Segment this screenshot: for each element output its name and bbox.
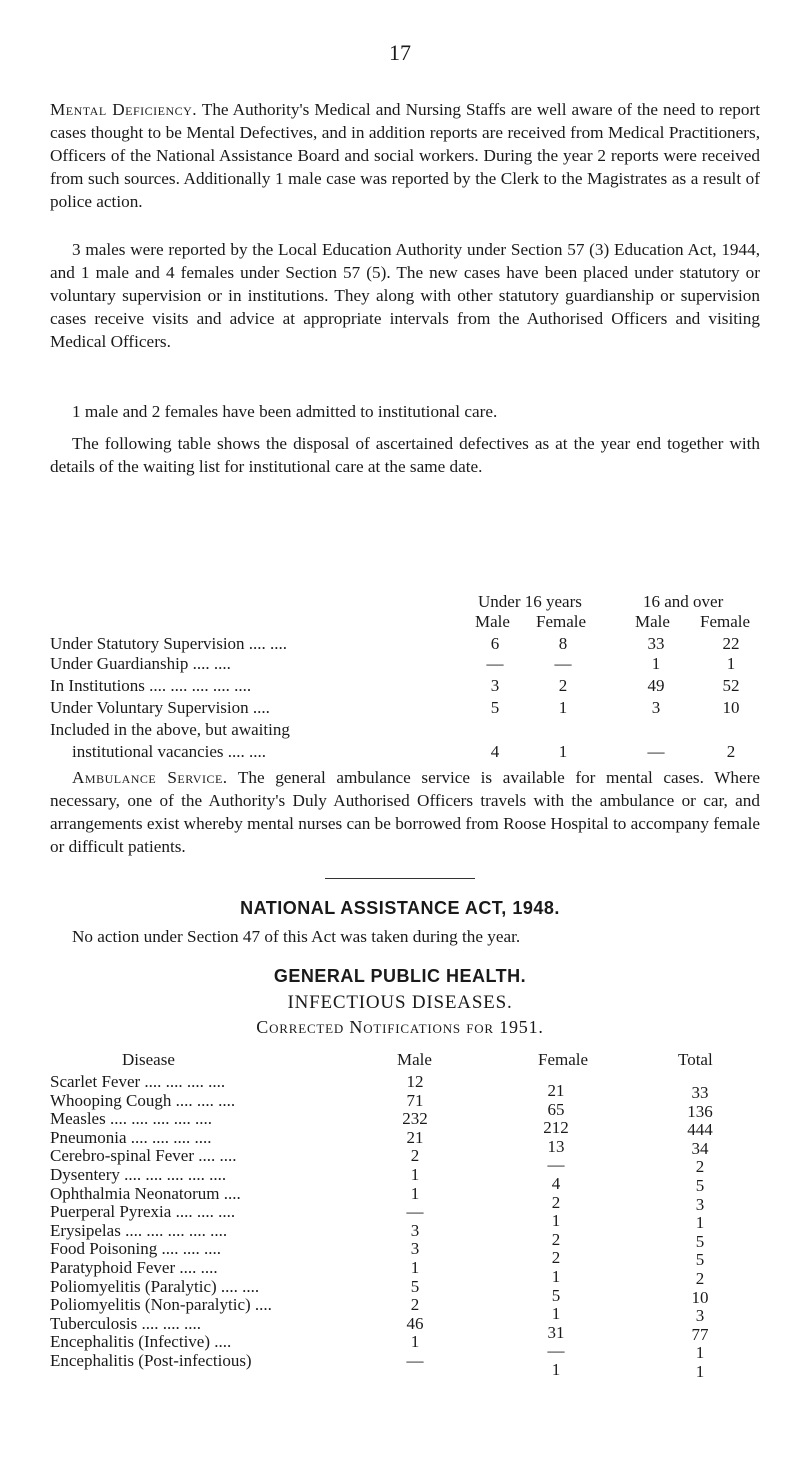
national-assistance-paragraph: No action under Section 47 of this Act was taken during the year. bbox=[72, 927, 521, 946]
male-count: 46 bbox=[406, 1313, 424, 1333]
ambulance-text: The general ambulance service is available for mental cases. Where necessary, one of the Authority's Duly Authorised Officers travels with the ambulance or car, and arrangements exist whereby mental nurses can be borrowed from Roose Hospital to accompany female or difficult patients. bbox=[50, 768, 760, 856]
male-count: — bbox=[406, 1351, 424, 1370]
male-count: 12 bbox=[406, 1072, 424, 1091]
ambulance-heading: Ambulance Service. bbox=[72, 768, 228, 787]
cell: 52 bbox=[722, 676, 740, 695]
disease-name: Ophthalmia Neonatorum .... bbox=[50, 1183, 241, 1203]
male-count: 71 bbox=[406, 1090, 424, 1110]
cell: — bbox=[554, 654, 572, 673]
cell: 33 bbox=[647, 634, 665, 653]
header-total: Total bbox=[678, 1050, 713, 1069]
disease-name: Scarlet Fever .... .... .... .... bbox=[50, 1072, 226, 1091]
disease-name: Cerebro-spinal Fever .... .... bbox=[50, 1146, 237, 1166]
cell: 5 bbox=[490, 698, 500, 717]
general-public-health-heading: GENERAL PUBLIC HEALTH. bbox=[273, 966, 527, 986]
disease-name: Encephalitis (Post-infectious) bbox=[50, 1351, 252, 1370]
female-count: — bbox=[547, 1341, 565, 1361]
disease-name: Pneumonia .... .... .... .... bbox=[50, 1127, 212, 1147]
total-count: 5 bbox=[695, 1176, 705, 1195]
under-16-header: Under 16 years bbox=[478, 592, 582, 611]
infectious-diseases-heading: INFECTIOUS DISEASES. bbox=[287, 992, 513, 1013]
total-count: 10 bbox=[691, 1287, 709, 1307]
section-divider bbox=[325, 878, 475, 879]
female-count: 21 bbox=[547, 1081, 565, 1100]
mental-deficiency-text: The Authority's Medical and Nursing Staffs are well aware of the need to report cases thought to be Mental Defectives, and in addition reports are received from Medical Practitioners, Officers of the National Assistance Board and social workers. During the year 2 reports were received from such sources. Additionally 1 male case was reported by the Clerk to the Magistrates as a result of police action. bbox=[50, 100, 760, 211]
page-number: 17 bbox=[389, 40, 411, 65]
cell: 2 bbox=[726, 742, 736, 761]
male-count: 232 bbox=[402, 1109, 428, 1129]
female-count: 212 bbox=[543, 1118, 569, 1138]
disease-name: Food Poisoning .... .... .... bbox=[50, 1239, 221, 1259]
cell: 1 bbox=[651, 654, 661, 673]
female-count: 1 bbox=[551, 1304, 561, 1324]
total-count: 33 bbox=[691, 1083, 709, 1102]
male-count: 1 bbox=[410, 1258, 420, 1277]
female-count: 13 bbox=[547, 1136, 565, 1156]
cell: 1 bbox=[726, 654, 736, 673]
cell: — bbox=[486, 654, 504, 673]
male-count: 5 bbox=[410, 1276, 420, 1296]
total-count: 5 bbox=[695, 1250, 705, 1270]
female-count: 1 bbox=[551, 1360, 561, 1379]
female-count: 2 bbox=[551, 1248, 561, 1268]
table-row bbox=[50, 634, 770, 656]
header-male-over16: Male bbox=[635, 612, 670, 631]
disease-name: Measles .... .... .... .... .... bbox=[50, 1109, 212, 1129]
disease-name: Whooping Cough .... .... .... bbox=[50, 1090, 236, 1110]
cell: 49 bbox=[647, 676, 665, 695]
admissions-paragraph: 1 male and 2 females have been admitted to institutional care. bbox=[72, 402, 498, 421]
cell: 8 bbox=[558, 634, 568, 653]
corrected-notifications-caption: Corrected Notifications for 1951. bbox=[256, 1017, 544, 1037]
male-count: 2 bbox=[410, 1295, 420, 1315]
cell: 10 bbox=[722, 698, 740, 717]
total-count: 3 bbox=[695, 1194, 705, 1214]
cell: 22 bbox=[722, 634, 740, 653]
table-row bbox=[50, 676, 770, 698]
mental-deficiency-heading: Mental Deficiency. bbox=[50, 100, 198, 119]
disease-name: Paratyphoid Fever .... .... bbox=[50, 1258, 218, 1277]
total-count: 2 bbox=[695, 1269, 705, 1288]
header-male-under16: Male bbox=[475, 612, 510, 631]
total-count: 2 bbox=[695, 1157, 705, 1177]
disease-name: Erysipelas .... .... .... .... .... bbox=[50, 1220, 228, 1240]
row-label: Under Guardianship .... .... bbox=[50, 654, 231, 673]
table-row bbox=[50, 720, 770, 742]
disease-name: Tuberculosis .... .... .... bbox=[50, 1313, 201, 1333]
total-count: 444 bbox=[687, 1120, 713, 1140]
disease-name: Encephalitis (Infective) .... bbox=[50, 1332, 232, 1352]
row-label: Under Statutory Supervision .... .... bbox=[50, 634, 288, 653]
female-count: 2 bbox=[551, 1192, 561, 1212]
total-count: 77 bbox=[691, 1324, 709, 1344]
cell: 4 bbox=[490, 742, 500, 761]
row-label: Included in the above, but awaiting bbox=[50, 720, 290, 739]
cell: 6 bbox=[490, 634, 500, 653]
header-female-over16: Female bbox=[700, 612, 751, 631]
total-count: 3 bbox=[695, 1306, 705, 1326]
ambulance-paragraph bbox=[50, 766, 760, 858]
table-row bbox=[50, 742, 770, 764]
mental-deficiency-paragraph bbox=[50, 98, 760, 213]
female-count: 5 bbox=[551, 1285, 561, 1305]
header-male: Male bbox=[397, 1050, 432, 1069]
cell: — bbox=[647, 742, 665, 761]
cell: 2 bbox=[558, 676, 568, 695]
female-count: 1 bbox=[551, 1267, 561, 1286]
total-count: 5 bbox=[695, 1231, 705, 1251]
table-row bbox=[50, 698, 770, 720]
female-count: 65 bbox=[547, 1099, 565, 1119]
national-assistance-heading: NATIONAL ASSISTANCE ACT, 1948. bbox=[240, 898, 560, 918]
male-count: 2 bbox=[410, 1146, 420, 1166]
row-label: In Institutions .... .... .... .... .... bbox=[50, 676, 252, 695]
male-count: 21 bbox=[406, 1127, 424, 1147]
female-count: 2 bbox=[551, 1229, 561, 1249]
male-count: 1 bbox=[410, 1332, 420, 1352]
total-count: 1 bbox=[695, 1362, 705, 1381]
male-count: 3 bbox=[410, 1239, 420, 1259]
disease-name: Dysentery .... .... .... .... .... bbox=[50, 1165, 227, 1184]
female-count: 1 bbox=[551, 1211, 561, 1231]
cell: 1 bbox=[558, 698, 568, 717]
male-count: 1 bbox=[410, 1183, 420, 1203]
total-count: 34 bbox=[691, 1138, 709, 1158]
female-count: 4 bbox=[551, 1174, 561, 1193]
disease-name: Poliomyelitis (Paralytic) .... .... bbox=[50, 1276, 260, 1296]
total-count: 136 bbox=[687, 1101, 713, 1121]
row-label: Under Voluntary Supervision .... bbox=[50, 698, 270, 717]
disease-name: Puerperal Pyrexia .... .... .... bbox=[50, 1202, 236, 1222]
female-count: 31 bbox=[547, 1322, 565, 1342]
header-female: Female bbox=[538, 1050, 589, 1069]
row-label: institutional vacancies .... .... bbox=[72, 742, 267, 761]
education-act-paragraph: 3 males were reported by the Local Education Authority under Section 57 (3) Education Act, 1944, and 1 male and 4 females under Section 57 (5). The new cases have been placed under statutory or voluntary supervision or in institutions. They along with other statutory guardianship or supervision cases receive visits and advice at appropriate intervals from the Authorised Officers and visiting Medical Officers. bbox=[50, 240, 760, 351]
disease-name: Poliomyelitis (Non-paralytic) .... bbox=[50, 1295, 272, 1315]
header-female-under16: Female bbox=[536, 612, 587, 631]
male-count: 1 bbox=[410, 1165, 420, 1184]
total-count: 1 bbox=[695, 1213, 705, 1233]
cell: 1 bbox=[558, 742, 568, 761]
male-count: — bbox=[406, 1202, 424, 1222]
male-count: 3 bbox=[410, 1220, 420, 1240]
table-row bbox=[50, 654, 770, 676]
cell: 3 bbox=[651, 698, 661, 717]
total-count: 1 bbox=[695, 1343, 705, 1363]
16-and-over-header: 16 and over bbox=[643, 592, 724, 611]
header-disease: Disease bbox=[122, 1050, 175, 1069]
cell: 3 bbox=[490, 676, 500, 695]
female-count: — bbox=[547, 1155, 565, 1175]
disposal-intro-paragraph: The following table shows the disposal of ascertained defectives as at the year end together with details of the waiting list for institutional care at the same date. bbox=[50, 434, 760, 476]
